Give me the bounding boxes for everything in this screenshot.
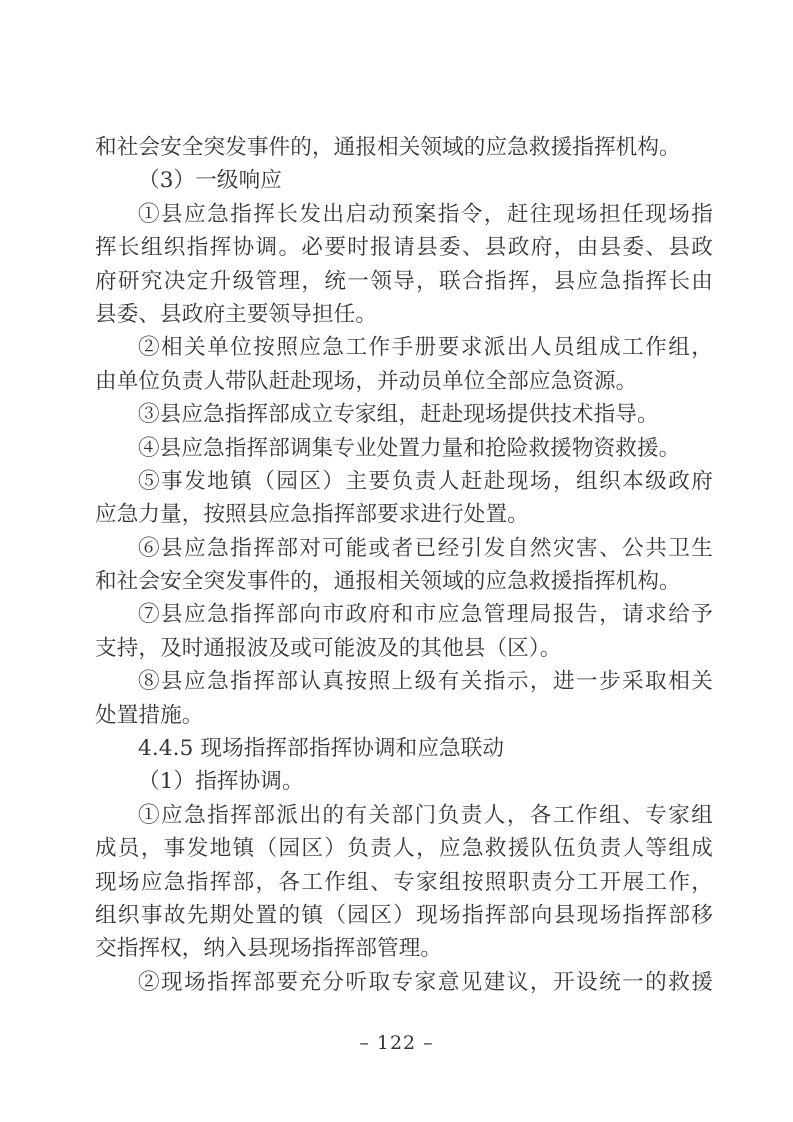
text-line: 和社会安全突发事件的，通报相关领域的应急救援指挥机构。 xyxy=(95,135,681,160)
text-line: ①应急指挥部派出的有关部门负责人，各工作组、专家组 xyxy=(138,802,713,828)
text-line: 交指挥权，纳入县现场指挥部管理。 xyxy=(95,936,443,962)
text-line: （3）一级响应 xyxy=(138,168,283,194)
text-line: 府研究决定升级管理，统一领导，联合指挥，县应急指挥长由 xyxy=(95,268,713,294)
text-line: ④县应急指挥部调集专业处置力量和抢险救援物资救援。 xyxy=(138,435,681,461)
text-line: ③县应急指挥部成立专家组，赶赴现场提供技术指导。 xyxy=(138,402,659,428)
text-line: ①县应急指挥长发出启动预案指令，赶往现场担任现场指 xyxy=(138,201,713,227)
text-line: ⑤事发地镇（园区）主要负责人赶赴现场，组织本级政府 xyxy=(138,468,713,494)
section-heading: 4.4.5 现场指挥部指挥协调和应急联动 xyxy=(138,736,505,762)
text-line: 组织事故先期处置的镇（园区）现场指挥部向县现场指挥部移 xyxy=(95,902,713,928)
text-line: 应急力量，按照县应急指挥部要求进行处置。 xyxy=(95,502,529,528)
text-line: 现场应急指挥部，各工作组、专家组按照职责分工开展工作， xyxy=(95,869,713,895)
text-line: ⑦县应急指挥部向市政府和市应急管理局报告，请求给予 xyxy=(138,602,713,628)
text-line: 支持，及时通报波及或可能波及的其他县（区）。 xyxy=(95,635,562,661)
text-line: 成员，事发地镇（园区）负责人，应急救援队伍负责人等组成 xyxy=(95,836,713,862)
text-line: 处置措施。 xyxy=(95,702,204,728)
page-number: – 122 – xyxy=(359,1032,434,1054)
text-line: 和社会安全突发事件的，通报相关领域的应急救援指挥机构。 xyxy=(95,569,681,595)
text-line: （1）指挥协调。 xyxy=(138,769,304,795)
text-line: ⑧县应急指挥部认真按照上级有关指示，进一步采取相关 xyxy=(138,669,713,695)
text-line: ⑥县应急指挥部对可能或者已经引发自然灾害、公共卫生 xyxy=(138,535,713,561)
text-line: ②相关单位按照应急工作手册要求派出人员组成工作组， xyxy=(138,335,713,361)
text-line: 由单位负责人带队赶赴现场，并动员单位全部应急资源。 xyxy=(95,368,638,394)
text-line: ②现场指挥部要充分听取专家意见建议，开设统一的救援 xyxy=(138,969,713,995)
document-body xyxy=(95,131,713,999)
text-line: 县委、县政府主要领导担任。 xyxy=(95,301,378,327)
text-line: 挥长组织指挥协调。必要时报请县委、县政府，由县委、县政 xyxy=(95,235,713,261)
